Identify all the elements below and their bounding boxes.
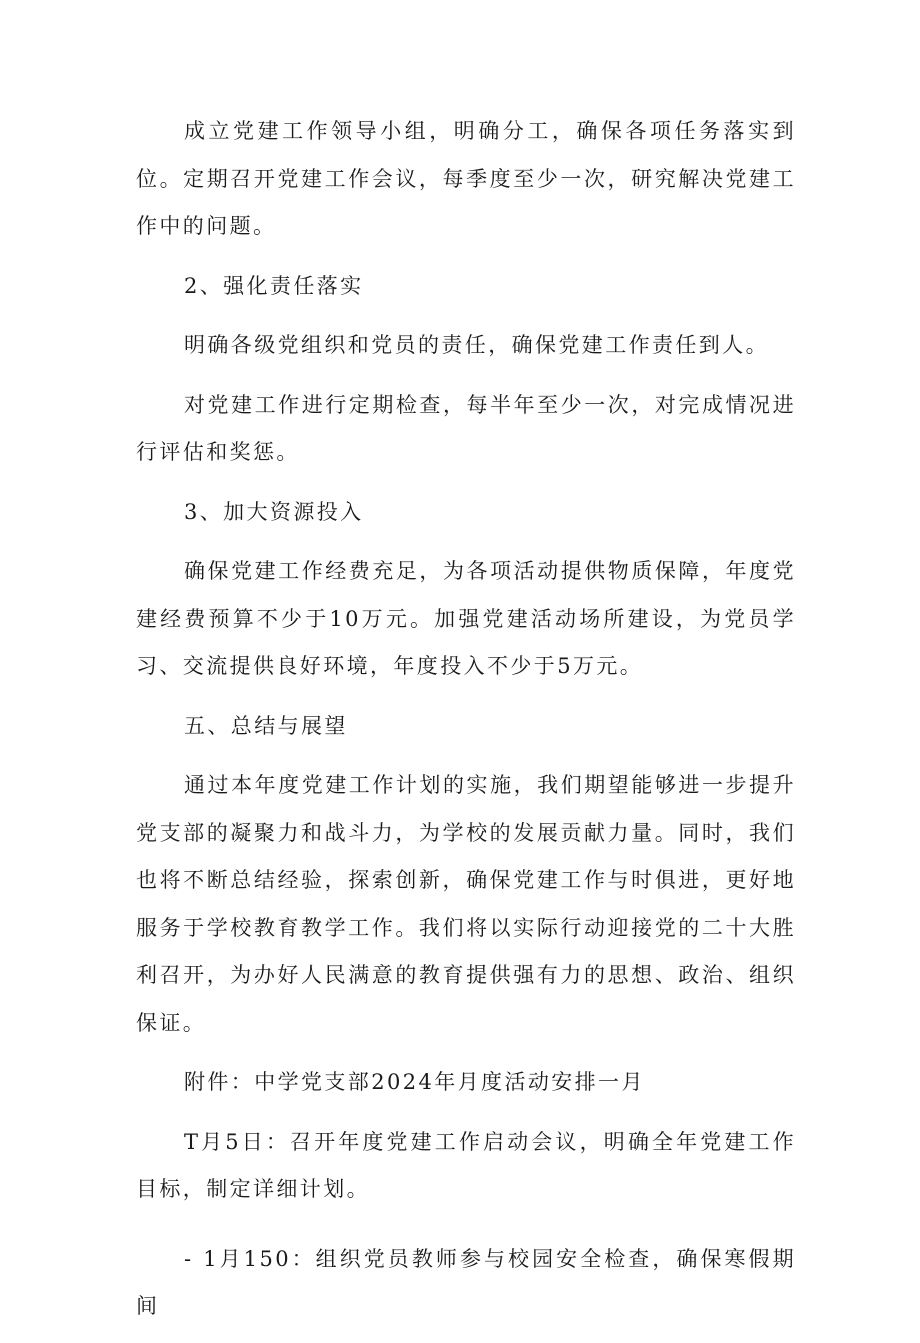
heading-responsibility: 2、强化责任落实 <box>184 273 364 298</box>
paragraph-regular-inspection: 对党建工作进行定期检查，每半年至少一次，对完成情况进行评估和奖惩。 <box>136 392 796 464</box>
paragraph-summary: 通过本年度党建工作计划的实施，我们期望能够进一步提升党支部的凝聚力和战斗力，为学校的发展贡献力量。同时，我们也将不断总结经验，探索创新，确保党建工作与时俱进，更好地服务于学校教育教学工作。我们将以实际行动迎接党的二十大胜利召开，为办好人民满意的教育提供强有力的思想、政治、组织保证。 <box>136 773 796 1035</box>
paragraph-funding: 确保党建工作经费充足，为各项活动提供物质保障，年度党建经费预算不少于10万元。加强党建活动场所建设，为党员学习、交流提供良好环境，年度投入不少于5万元。 <box>136 559 796 678</box>
attachment-title: 附件：中学党支部2024年月度活动安排一月 <box>184 1070 645 1094</box>
heading-summary-outlook: 五、总结与展望 <box>184 713 348 738</box>
document-body <box>136 108 796 1343</box>
schedule-item-jan-5: T月5日：召开年度党建工作启动会议，明确全年党建工作目标，制定详细计划。 <box>136 1129 796 1201</box>
paragraph-clarify-responsibility: 明确各级党组织和党员的责任，确保党建工作责任到人。 <box>184 333 769 357</box>
paragraph-leadership-group: 成立党建工作领导小组，明确分工，确保各项任务落实到位。定期召开党建工作会议，每季度至少一次，研究解决党建工作中的问题。 <box>136 119 796 238</box>
schedule-item-jan-15: - 1月150：组织党员教师参与校园安全检查，确保寒假期间 <box>136 1246 796 1318</box>
heading-resource-investment: 3、加大资源投入 <box>184 499 364 524</box>
